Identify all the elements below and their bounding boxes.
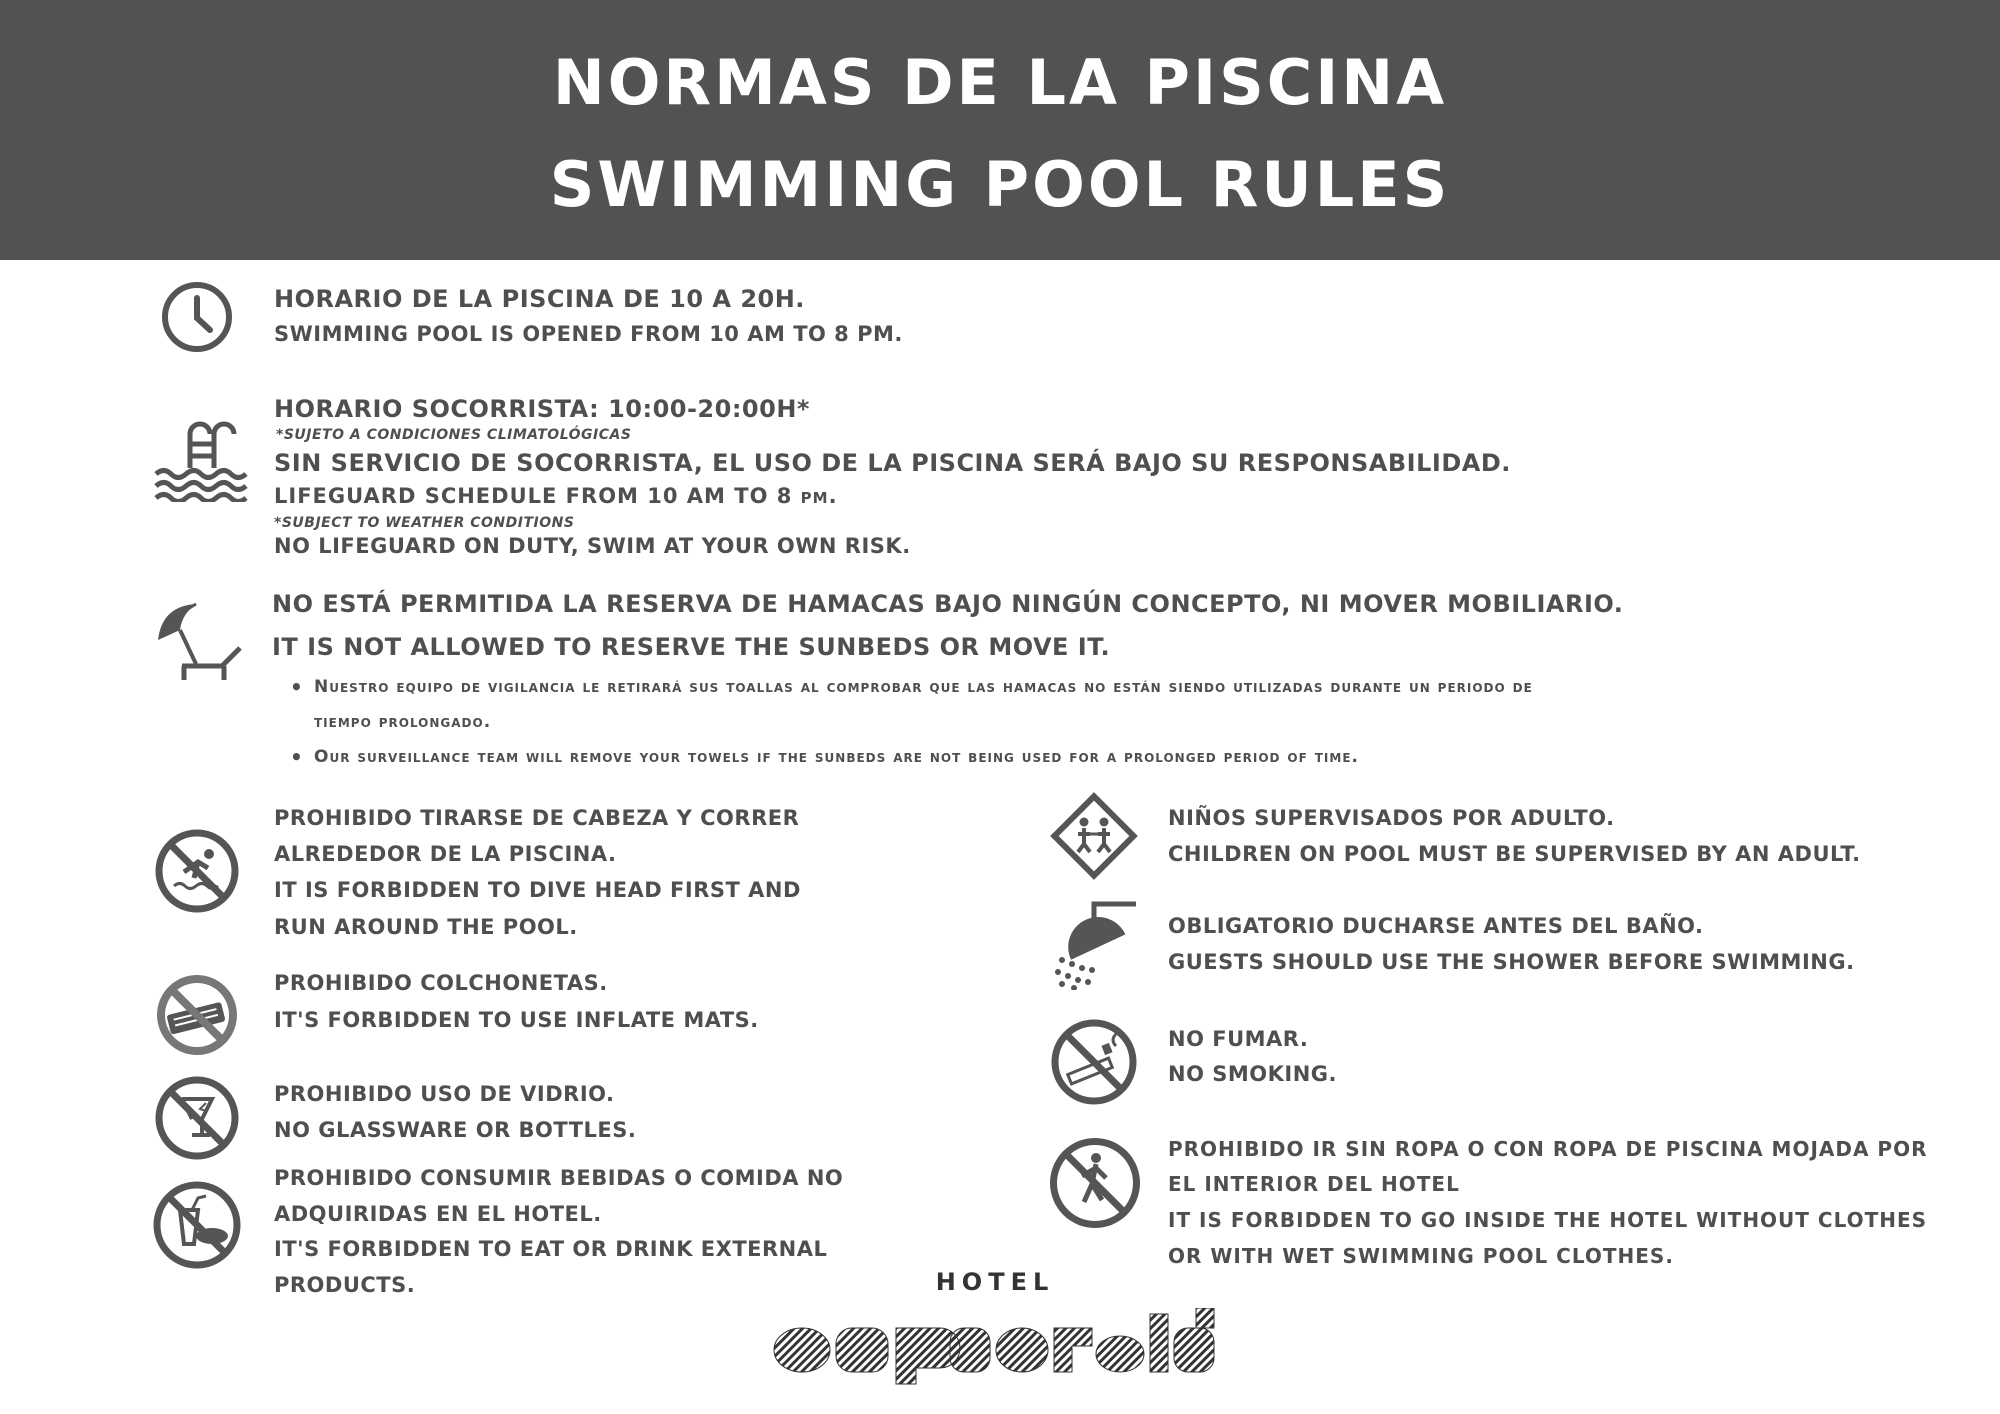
food-l2: ADQUIRIDAS EN EL HOTEL.	[274, 1202, 602, 1226]
hotel-logo	[760, 1268, 1230, 1408]
shower-icon	[1048, 898, 1140, 990]
clothes-l4: OR WITH WET SWIMMING POOL CLOTHES.	[1168, 1244, 1674, 1268]
food-l1: PROHIBIDO CONSUMIR BEBIDAS O COMIDA NO	[274, 1166, 844, 1190]
food-l3: IT'S FORBIDDEN TO EAT OR DRINK EXTERNAL	[274, 1237, 828, 1261]
children-es: NIÑOS SUPERVISADOS POR ADULTO.	[1168, 806, 1615, 830]
page-header	[0, 0, 2000, 260]
no-food-icon	[152, 1180, 242, 1270]
no-smoking-icon	[1050, 1018, 1138, 1106]
diving-l1: PROHIBIDO TIRARSE DE CABEZA Y CORRER	[274, 806, 800, 830]
smoking-es: NO FUMAR.	[1168, 1027, 1309, 1051]
shower-en: GUESTS SHOULD USE THE SHOWER BEFORE SWIMMING.	[1168, 950, 1855, 974]
bullet-en-text: Our surveillance team will remove your towels if the sunbeds are not being used for a prolonged period of time.	[314, 747, 1359, 767]
children-sign-icon	[1050, 792, 1138, 880]
bullet-en	[290, 740, 1910, 775]
lifeguard-es-note: *SUJETO A CONDICIONES CLIMATOLÓGICAS	[276, 427, 632, 443]
clothes-l1: PROHIBIDO IR SIN ROPA O CON ROPA DE PISCINA MOJADA POR	[1168, 1137, 1928, 1161]
no-mats-icon	[154, 972, 240, 1058]
lifeguard-es-title: HORARIO SOCORRISTA: 10:00-20:00H*	[274, 395, 810, 423]
bullet-es-line2: tiempo prolongado.	[314, 712, 492, 732]
shower-es: OBLIGATORIO DUCHARSE ANTES DEL BAÑO.	[1168, 914, 1704, 938]
hours-es: HORARIO DE LA PISCINA DE 10 A 20H.	[274, 285, 805, 313]
bullet-es-line1: Nuestro equipo de vigilancia le retirará sus toallas al comprobar que las hamacas no están siendo utilizadas durante un periodo de	[314, 677, 1533, 697]
title-en: SWIMMING POOL RULES	[549, 148, 1451, 221]
diving-l2: ALREDEDOR DE LA PISCINA.	[274, 842, 617, 866]
lifeguard-es-text: SIN SERVICIO DE SOCORRISTA, EL USO DE LA PISCINA SERÁ BAJO SU RESPONSABILIDAD.	[274, 449, 1511, 477]
clock-icon	[160, 280, 234, 354]
glass-en: NO GLASSWARE OR BOTTLES.	[274, 1118, 637, 1142]
diving-l4: RUN AROUND THE POOL.	[274, 915, 578, 939]
no-diving-icon	[154, 828, 240, 914]
no-glass-icon	[154, 1075, 240, 1161]
hotel-label: HOTEL	[935, 1268, 1055, 1296]
food-l4: PRODUCTS.	[274, 1273, 416, 1297]
glass-es: PROHIBIDO USO DE VIDRIO.	[274, 1082, 615, 1106]
sunbed-umbrella-icon	[152, 600, 246, 682]
mats-en: IT'S FORBIDDEN TO USE INFLATE MATS.	[274, 1008, 759, 1032]
smoking-en: NO SMOKING.	[1168, 1062, 1337, 1086]
clothes-l3: IT IS FORBIDDEN TO GO INSIDE THE HOTEL WITHOUT CLOTHES	[1168, 1208, 1928, 1232]
hotel-logo-icon	[770, 1308, 1220, 1386]
sunbeds-en: IT IS NOT ALLOWED TO RESERVE THE SUNBEDS OR MOVE IT.	[272, 633, 1111, 661]
title-es: NORMAS DE LA PISCINA	[552, 46, 1448, 119]
lifeguard-en-text: NO LIFEGUARD ON DUTY, SWIM AT YOUR OWN RISK.	[274, 534, 911, 558]
children-en: CHILDREN ON POOL MUST BE SUPERVISED BY AN ADULT.	[1168, 842, 1861, 866]
hours-en: SWIMMING POOL IS OPENED FROM 10 AM TO 8 PM.	[274, 322, 903, 346]
sunbeds-es: NO ESTÁ PERMITIDA LA RESERVA DE HAMACAS BAJO NINGÚN CONCEPTO, NI MOVER MOBILIARIO.	[272, 590, 1624, 618]
lifeguard-en-title: LIFEGUARD SCHEDULE FROM 10 AM TO 8 pm.	[274, 484, 838, 508]
sunbeds-bullets	[290, 670, 1910, 775]
lifeguard-en-note: *SUBJECT TO WEATHER CONDITIONS	[274, 515, 575, 531]
no-wet-clothes-icon	[1048, 1136, 1142, 1230]
clothes-l2: EL INTERIOR DEL HOTEL	[1168, 1172, 1460, 1196]
mats-es: PROHIBIDO COLCHONETAS.	[274, 971, 608, 995]
pool-ladder-icon	[154, 420, 248, 502]
diving-l3: IT IS FORBIDDEN TO DIVE HEAD FIRST AND	[274, 878, 801, 902]
bullet-es	[290, 670, 1910, 740]
